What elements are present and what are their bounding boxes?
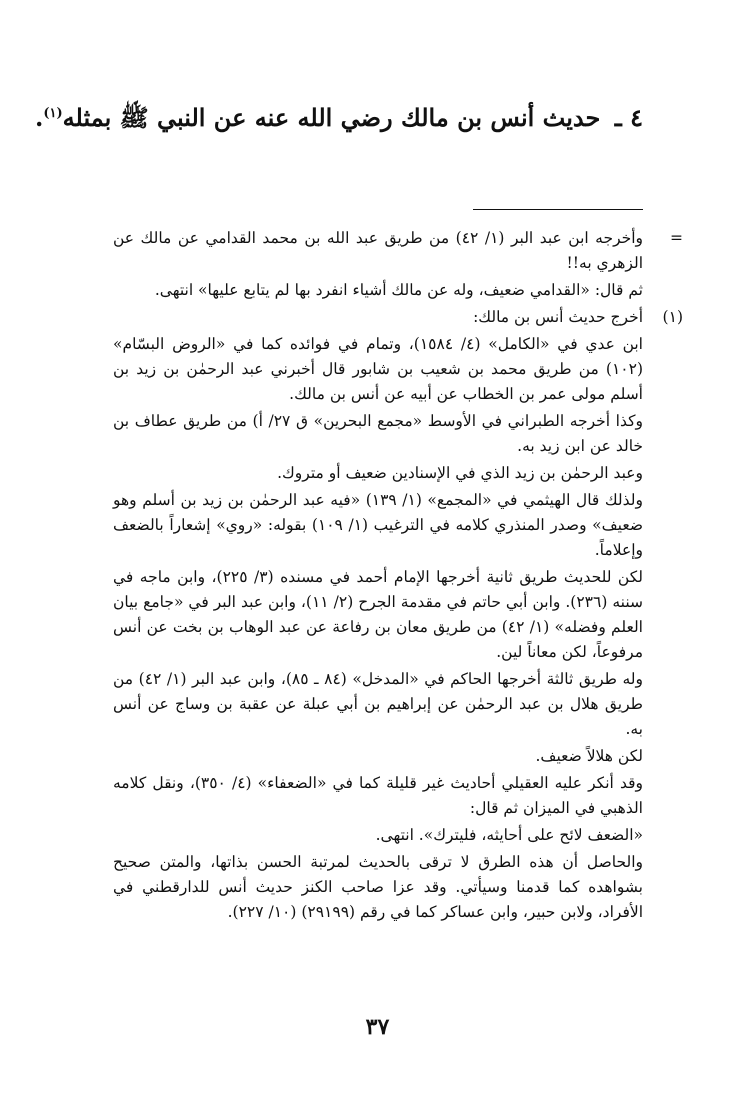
footnotes-block (113, 226, 683, 927)
continuation-paragraph (113, 278, 643, 303)
footnote-text: والحاصل أن هذه الطرق لا ترقى بالحديث لمرتبة الحسن بذاتها، والمتن صحيح بشواهده كما قدمنا وسيأتي. وقد عزا صاحب الكنز حديث أنس للدارقطني في الأفراد، ولابن حبير، وابن عساكر كما في رقم (٢٩١٩٩) (١٠/ ٢٢٧). (113, 853, 643, 921)
hadith-title: حديث أنس بن مالك رضي الله عنه عن النبي ﷺ بمثله (62, 103, 601, 132)
footnote-text: وعبد الرحمٰن بن زيد الذي في الإسنادين ضعيف أو متروك. (277, 464, 643, 482)
footnote-number: (١) (662, 308, 683, 326)
footnote-paragraph (113, 332, 643, 407)
footnote-text: ولذلك قال الهيثمي في «المجمع» (١/ ١٣٩) «فيه عبد الرحمٰن بن زيد بن أسلم وهو ضعيف» وصدر المنذري كلامه في الترغيب (١/ ١٠٩) بقوله: «روي» إشعاراً بالضعف وإعلاماً. (113, 491, 643, 559)
footnote-text: لكن للحديث طريق ثانية أخرجها الإمام أحمد في مسنده (٣/ ٢٢٥)، وابن ماجه في سننه (٢٣٦). وابن أبي حاتم في مقدمة الجرح (٢/ ١١)، وابن عبد البر في «جامع بيان العلم وفضله» (١/ ٤٢) من طريق معان بن رفاعة عن عبد الوهاب بن بخت عن أنس مرفوعاً، لكن معاناً لين. (113, 568, 643, 661)
footnote-paragraph (113, 305, 683, 330)
footnote-text: «الضعف لائح على أحايثه، فليترك». انتهى. (375, 826, 643, 844)
hadith-heading (35, 98, 643, 134)
heading-end: . (35, 103, 44, 132)
footnote-paragraph (113, 488, 643, 563)
continuation-marker: = (670, 229, 683, 247)
page-number: ٣٧ (365, 1014, 390, 1040)
footnote-paragraph (113, 667, 643, 742)
hadith-number: ٤ ـ (614, 103, 643, 132)
continuation-text-1: وأخرجه ابن عبد البر (١/ ٤٢) من طريق عبد الله بن محمد القدامي عن مالك عن الزهري به!! (113, 229, 644, 272)
footnote-paragraph (113, 409, 643, 459)
footnote-text: وكذا أخرجه الطبراني في الأوسط «مجمع البحرين» ق ٢٧/ أ) من طريق عطاف بن خالد عن ابن زيد به. (113, 412, 643, 455)
footnote-separator (473, 209, 643, 210)
footnote-text: وله طريق ثالثة أخرجها الحاكم في «المدخل» (٨٤ ـ ٨٥)، وابن عبد البر (١/ ٤٢) من طريق هلال بن عبد الرحمٰن عن إبراهيم بن أبي عبلة عن عقبة بن وساج عن أنس به. (113, 670, 644, 738)
footnote-text: وقد أنكر عليه العقيلي أحاديث غير قليلة كما في «الضعفاء» (٤/ ٣٥٠)، ونقل كلامه الذهبي في الميزان ثم قال: (113, 774, 643, 817)
footnote-paragraph (113, 850, 643, 925)
continuation-text-2: ثم قال: «القدامي ضعيف، وله عن مالك أشياء انفرد بها لم يتابع عليها» انتهى. (154, 281, 643, 299)
footnote-text: أخرج حديث أنس بن مالك: (473, 308, 643, 326)
continuation-paragraph (113, 226, 683, 276)
footnote-paragraph (113, 565, 643, 665)
footnote-reference: (١) (43, 106, 63, 121)
footnote-paragraph (113, 771, 643, 821)
footnote-paragraph (113, 823, 643, 848)
footnote-text: ابن عدي في «الكامل» (٤/ ١٥٨٤)، وتمام في فوائده كما في «الروض البسّام» (١٠٢) من طريق محمد بن شعيب بن شابور قال أخبرني عبد الرحمٰن بن زيد بن أسلم مولى عمر بن الخطاب عن أبيه عن أنس بن مالك. (113, 335, 643, 403)
footnote-paragraph (113, 744, 643, 769)
footnote-text: لكن هلالاً ضعيف. (535, 747, 643, 765)
footnote-paragraph (113, 461, 643, 486)
